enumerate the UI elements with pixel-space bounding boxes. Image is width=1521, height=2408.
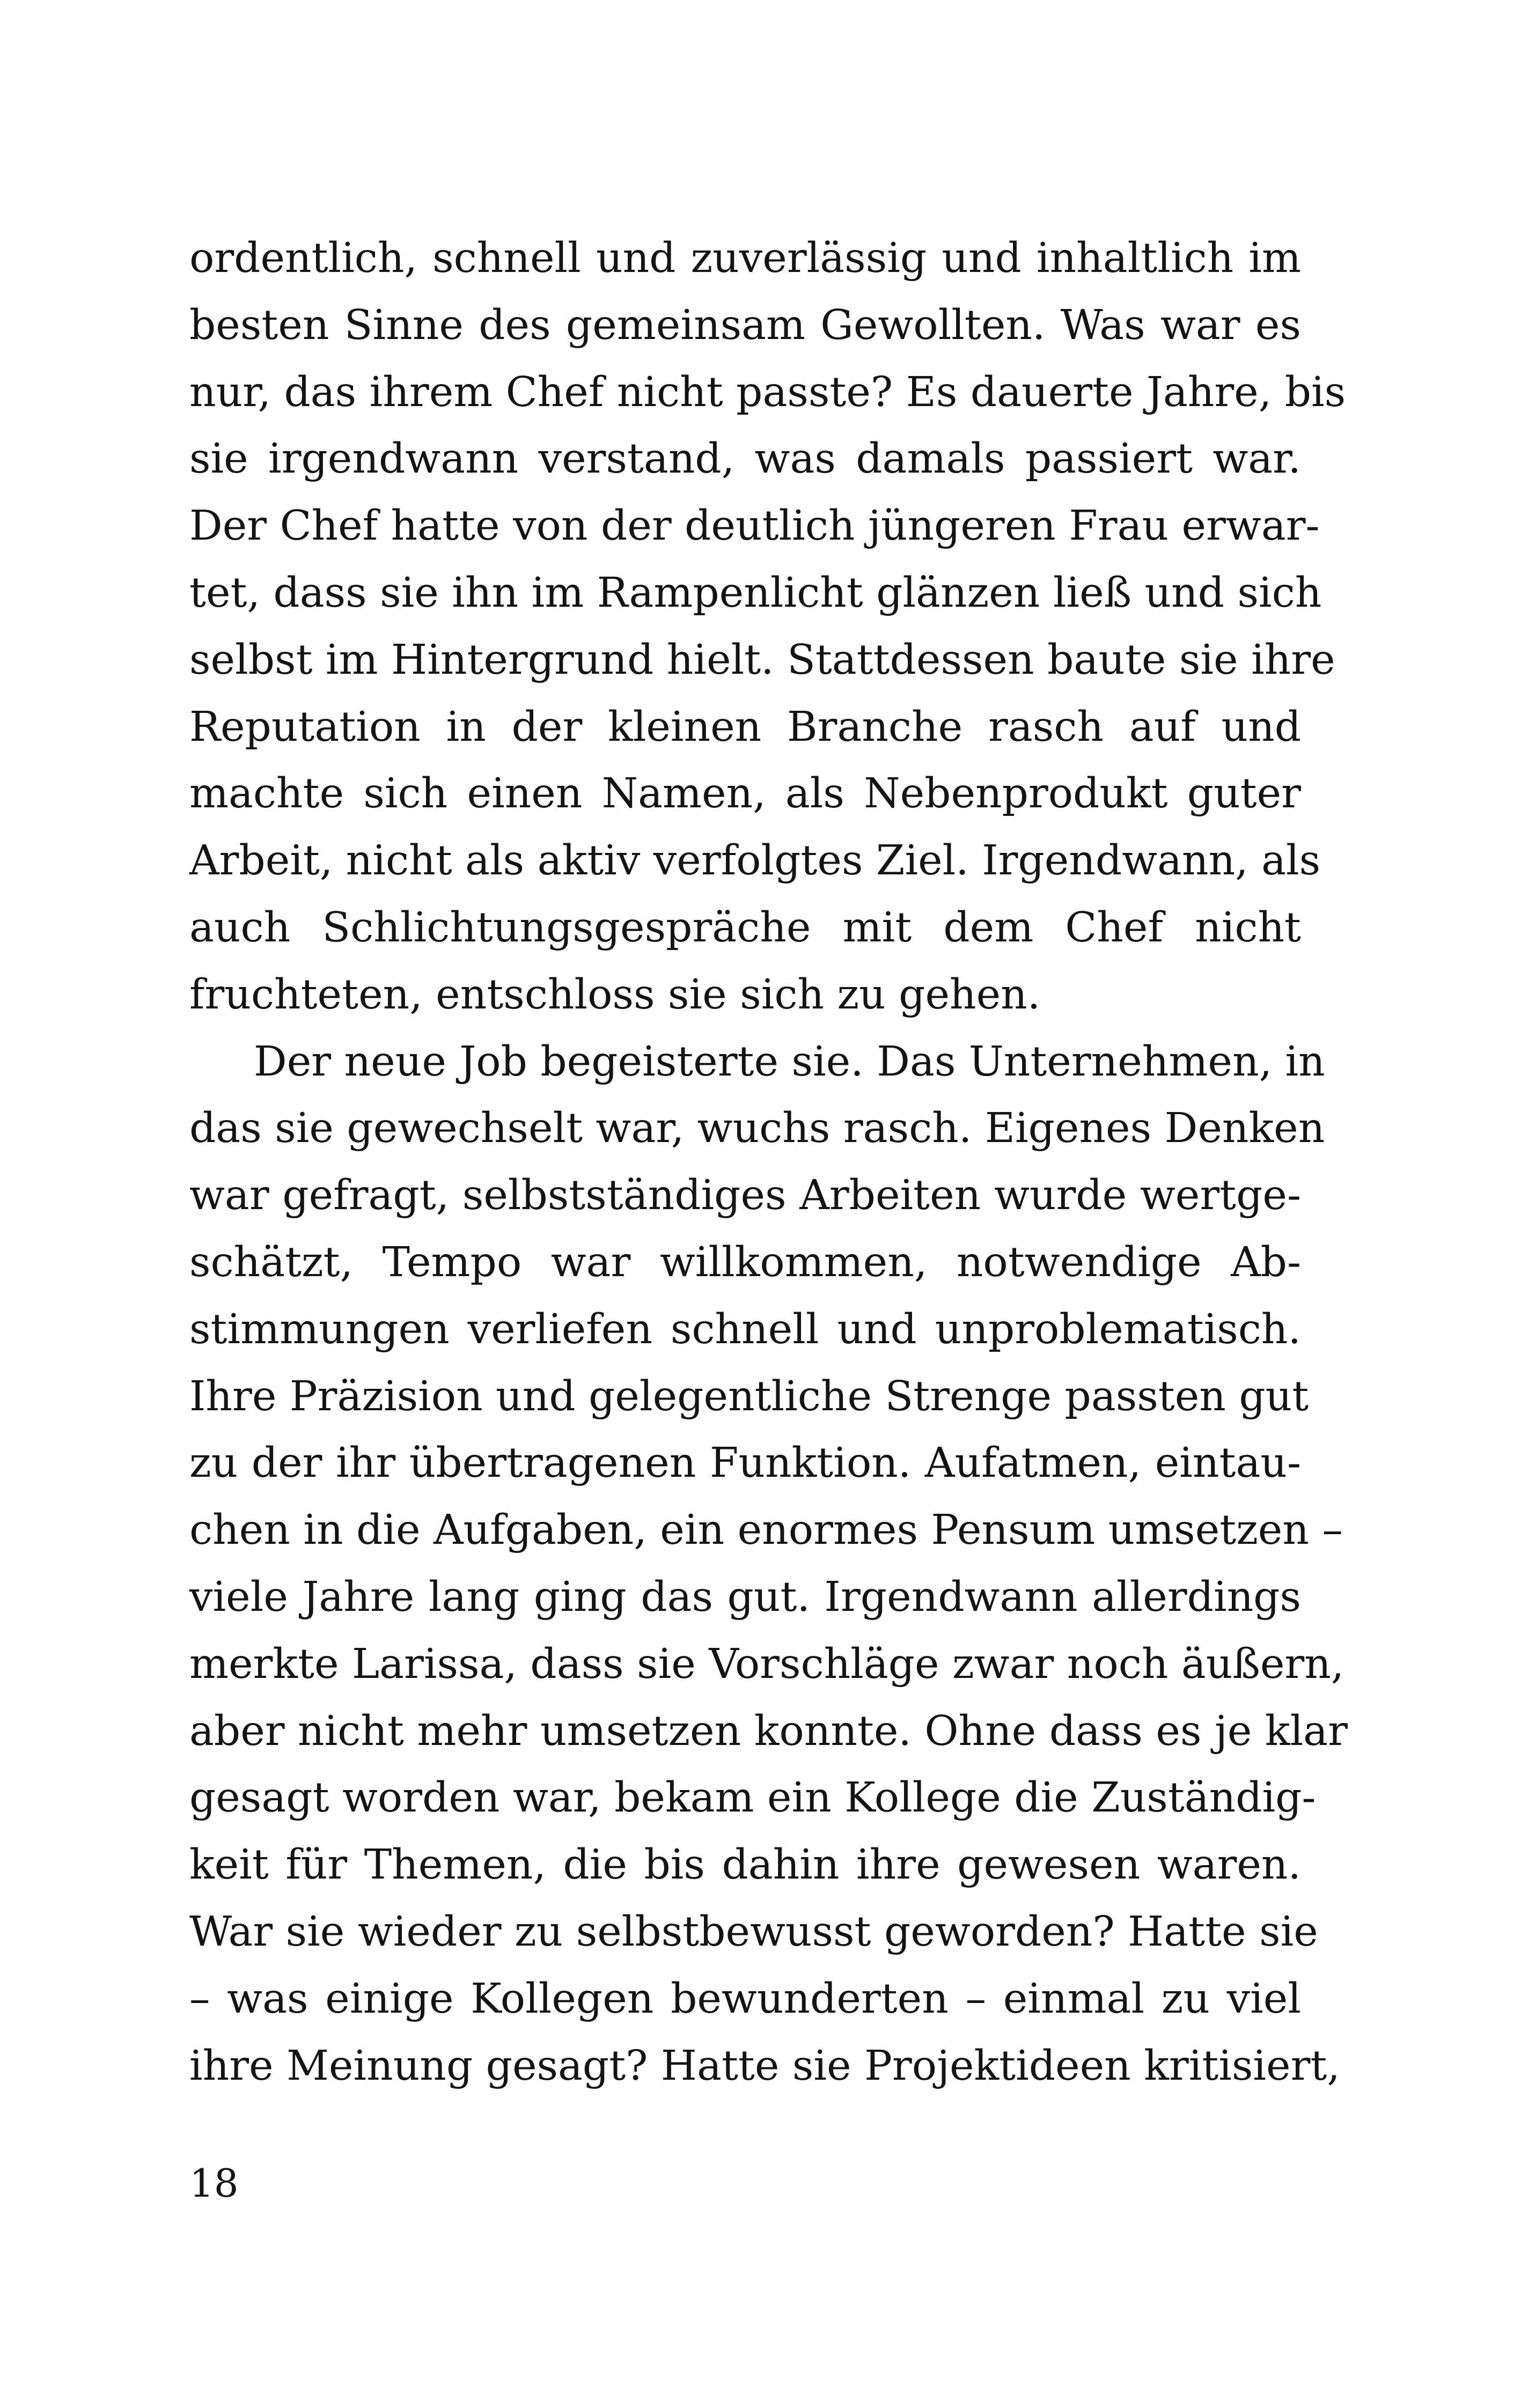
- text-line: zu der ihr übertragenen Funktion. Aufatmen, eintau-: [189, 1439, 1301, 1487]
- paragraph: [189, 1029, 1348, 2100]
- text-line: tet, dass sie ihn im Rampenlicht glänzen ließ und sich: [189, 569, 1322, 617]
- text-line: nur, das ihrem Chef nicht passte? Es dauerte Jahre, bis: [189, 368, 1346, 416]
- page-number: 18: [189, 2161, 239, 2206]
- text-line: besten Sinne des gemeinsam Gewollten. Was war es: [189, 301, 1301, 349]
- text-line: auch Schlichtungsgespräche mit dem Chef nicht: [189, 903, 1301, 952]
- text-line: machte sich einen Namen, als Nebenprodukt guter: [189, 770, 1301, 818]
- text-line: aber nicht mehr umsetzen konnte. Ohne dass es je klar: [189, 1707, 1348, 1755]
- text-line: viele Jahre lang ging das gut. Irgendwann allerdings: [189, 1573, 1301, 1621]
- text-line: Der Chef hatte von der deutlich jüngeren Frau erwar-: [189, 502, 1320, 550]
- text-line: sie irgendwann verstand, was damals passiert war.: [189, 435, 1301, 483]
- text-line: Der neue Job begeisterte sie. Das Unternehmen, in: [254, 1037, 1325, 1086]
- text-line: keit für Themen, die bis dahin ihre gewesen waren.: [189, 1841, 1301, 1889]
- text-line: war gefragt, selbstständiges Arbeiten wurde wertge-: [189, 1172, 1301, 1220]
- text-line: War sie wieder zu selbstbewusst geworden? Hatte sie: [189, 1908, 1318, 1956]
- text-line: schätzt, Tempo war willkommen, notwendige Ab-: [189, 1238, 1301, 1286]
- body-text: [189, 225, 1348, 2100]
- text-line: selbst im Hintergrund hielt. Stattdessen baute sie ihre: [189, 636, 1335, 684]
- text-line: chen in die Aufgaben, ein enormes Pensum umsetzen –: [189, 1506, 1343, 1555]
- text-line: ordentlich, schnell und zuverlässig und inhaltlich im: [189, 234, 1301, 282]
- text-line: Arbeit, nicht als aktiv verfolgtes Ziel. Irgendwann, als: [189, 837, 1321, 885]
- paragraph: [189, 225, 1346, 1029]
- text-line: merkte Larissa, dass sie Vorschläge zwar noch äußern,: [189, 1640, 1344, 1688]
- text-line: das sie gewechselt war, wuchs rasch. Eigenes Denken: [189, 1104, 1325, 1153]
- text-line: Reputation in der kleinen Branche rasch auf und: [189, 703, 1301, 751]
- text-line: ihre Meinung gesagt? Hatte sie Projektideen kritisiert,: [189, 2042, 1340, 2090]
- text-line: Ihre Präzision und gelegentliche Strenge passten gut: [189, 1372, 1309, 1420]
- text-line: – was einige Kollegen bewunderten – einmal zu viel: [189, 1975, 1301, 2023]
- text-line: stimmungen verliefen schnell und unproblematisch.: [189, 1305, 1301, 1353]
- text-line: fruchteten, entschloss sie sich zu gehen.: [189, 970, 1041, 1019]
- text-line: gesagt worden war, bekam ein Kollege die Zuständig-: [189, 1774, 1316, 1822]
